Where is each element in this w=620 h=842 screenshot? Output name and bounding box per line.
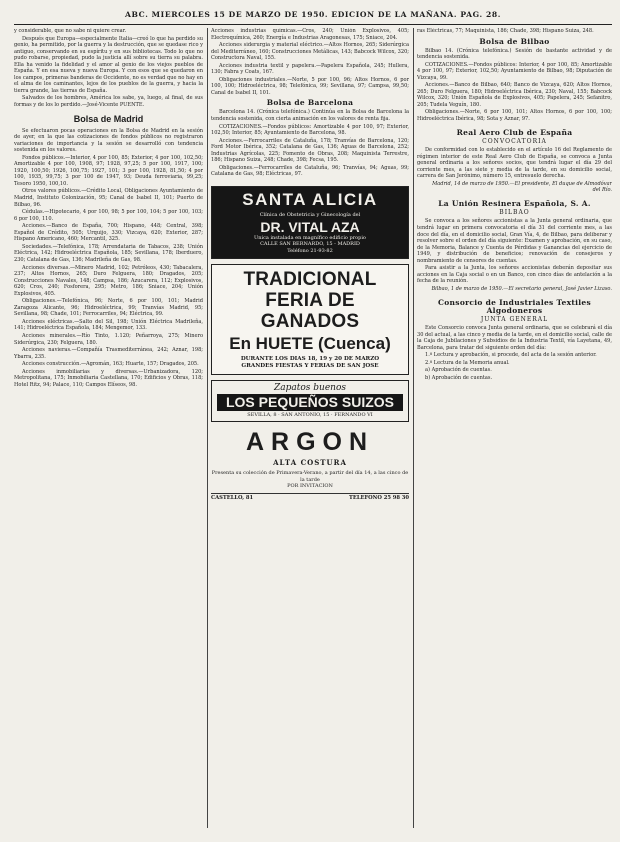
bolsa-paragraph: Obligaciones.—Norte, 6 por 100, 101; Altos Hornos, 6 por 100, 100; Hidroeléctrica Ibérica, 98; Sota y Aznar, 97.: [417, 109, 612, 123]
bolsa-paragraph: Acciones.—Ferrocarriles de Cataluña, 178; Tranvías de Barcelona, 120; Ford Motor Ibérica, 352; Catalana de Gas, 136; Aguas de Barcelona, 252; Industrias Agrícolas, 225; Fomento de Obras, 208; Maquinista Terrestre, 186; Hispano Suiza, 248; Chade, 398; Fecsa, 195.: [211, 137, 409, 164]
ad-doctor: DR. VITAL AZA: [260, 218, 360, 235]
market-paragraph: ras Eléctricas, 77; Maquinista, 186; Chade, 398; Hispano Suiza, 248.: [417, 28, 594, 34]
consorcio-heading: Consorcio de Industriales Textiles Algodoneros: [437, 297, 592, 315]
ad-line: Presenta su colección de Primavera-Verano, a partir del día 14, a las cinco de la tarde: [211, 470, 409, 483]
notice-paragraph: Este Consorcio convoca Junta general ordinaria, que se celebrará el día 30 del actual, a las cinco y media de la tarde, en el domicilio social, calle de la Caja de Jubilaciones y Subsidios de la Industria Textil, vía Layetana, 49, Barcelona, para tratar del siguiente orden del día:: [417, 325, 612, 351]
bolsa-paragraph: Fondos públicos.—Interior, 4 por 100, 85; Exterior, 4 por 100, 102,50; Amortizable 4 por 100, 1908, 97; 1928, 97,25; 5 por 100, 1917, 100; 1920, 100,50; 1926, 100,75; 1927, 101; 3 por 100, 1928, 81,50; 4 por 100, 1935, 99,75; 3 por 100 de 1947, 93; Deuda ferroviaria, 99,25; Tesoro 1950, 100,10.: [14, 154, 203, 187]
page-header: ABC. MIERCOLES 15 DE MARZO DE 1950. EDICION DE LA MAÑANA. PAG. 28.: [14, 6, 612, 25]
market-paragraph: Obligaciones industriales.—Norte, 5 por 100, 96; Altos Hornos, 6 por 100, 100; Hidroeléctrica, 98; Telefónica, 99; Sevillana, 97; Campsa, 99,50; Canal de Isabel II, 101.: [211, 76, 409, 96]
bolsa-paragraph: Cédulas.—Hipotecario, 4 por 100, 98; 5 por 100, 104; 5 por 100, 103; 6 por 100, 110.: [14, 209, 203, 222]
article-paragraph: y considerable, que no sabe ni quiere crear.: [14, 28, 127, 34]
aero-club-subheading: CONVOCATORIA: [482, 137, 547, 145]
market-paragraph: Acciones industrias químicas.—Cros, 240; Unión Explosivos, 405; Electroquímica, 260; Energía e Industrias Aragonesas, 175; Sniace, 204.: [211, 28, 409, 41]
bolsa-barcelona-heading: Bolsa de Barcelona: [266, 98, 354, 108]
notice-paragraph: De conformidad con lo establecido en el artículo 16 del Reglamento de régimen interior de este Real Aero Club de España, se convoca a Junta general ordinaria a los señores socios, que tendrá lugar el día 29 del corriente mes, a las siete y media de la tarde, en su domicilio social, carrera de San Jerónimo, número 15, entresuelo derecha.: [417, 147, 612, 180]
column-1: [14, 28, 203, 828]
bolsa-paragraph: Otros valores públicos.—Crédito Local, Obligaciones Ayuntamiento de Madrid, Instituto Colonización, 95; Canal de Isabel II, 101; Puerto de Bilbao, 96.: [14, 188, 203, 208]
notice-paragraph: a) Aprobación de cuentas.: [425, 367, 492, 374]
ad-brand: LOS PEQUEÑOS SUIZOS: [217, 394, 403, 411]
ad-tagline: Zapatos buenos: [274, 383, 346, 394]
column-3: [417, 28, 612, 828]
notice-signature: Madrid, 14 de marzo de 1950.—El presidente, El duque de Almodóvar del Río.: [432, 180, 612, 194]
column-2: [211, 28, 409, 828]
market-paragraph: Acciones industria textil y papelera.—Papelera Española, 245; Hullera, 130; Fabra y Coats, 167.: [211, 62, 409, 76]
ad-phone: TELEFONO 25 98 30: [349, 494, 409, 501]
ad-line: POR INVITACION: [287, 483, 333, 490]
bolsa-paragraph: Barcelona 14. (Crónica telefónica.) Continúa en la Bolsa de Barcelona la tendencia sostenida, con cierta animación en los valores de renta fija.: [211, 109, 409, 123]
ad-title: SANTA ALICIA: [242, 189, 378, 209]
notice-paragraph: 2.º Lectura de la Memoria anual.: [425, 359, 510, 366]
ad-subtitle: ALTA COSTURA: [273, 458, 347, 468]
bolsa-paragraph: Se efectuaron pocas operaciones en la Bolsa de Madrid en la sesión de ayer, en la que las cotizaciones de fondos públicos no registraron variaciones de importancia y la sesión se desarrolló con tendencia sostenida en los valores.: [14, 127, 203, 154]
bolsa-paragraph: Acciones.—Banco de Bilbao, 640; Banco de Vizcaya, 620; Altos Hornos, 265; Duro Felguera, 180; Hidroeléctrica Ibérica, 230; Naval, 155; Babcock Wilcox, 320; Unión Española de Explosivos, 405; Papelera, 245; Sefanitro, 205; Tudela Veguín, 180.: [417, 82, 612, 108]
bolsa-paragraph: Acciones inmobiliarias y diversas.—Urbanizadora, 120; Metropolitana, 175; Inmobiliaria Castellana, 170; Edificios y Obras, 118; Hotel Ritz, 94; Palace, 110; Campos Elíseos, 98.: [14, 368, 203, 388]
bolsa-paragraph: Obligaciones.—Telefónica, 96; Norte, 6 por 100, 101; Madrid Zaragoza Alicante, 96; Hidroeléctrica, 99; Tranvías Madrid, 95; Sevillana, 98; Chade, 101; Ferrocarriles, 94; Eléctrica, 99.: [14, 298, 203, 318]
bolsa-paragraph: Acciones navieras.—Compañía Trasmediterránea, 242; Aznar, 198; Ybarra, 235.: [14, 347, 203, 360]
union-resinera-heading: La Unión Resinera Española, S. A.: [438, 198, 591, 208]
notice-signature: Bilbao, 1 de marzo de 1950.—El secretario general, José Javier Lizaso.: [431, 285, 612, 292]
ad-footer: [211, 493, 409, 502]
union-resinera-subheading: BILBAO: [499, 208, 530, 216]
newspaper-page: [14, 6, 612, 836]
bolsa-paragraph: Sociedades.—Telefónica, 178; Arrendataria de Tabacos, 238; Unión Eléctrica, 142; Hidroeléctrica Española, 185; Sevillana, 178; Iberduero, 230; Catalana de Gas, 136; Madrileña de Gas, 98.: [14, 243, 203, 263]
notice-paragraph: b) Aprobación de cuentas.: [425, 374, 493, 381]
article-paragraph: Después que Europa—especialmente Italia—creó lo que ha perdido su genio, ha permitido, por la guerra y la destrucción, que se quedase rico y antiguo, conservando en su espíritu y en sus bibliotecas. Todo lo que no pudo robarse, propiedad, pudo la justicia allí sobre su tierra su palabra. Ella ha venido la fidelidad y el amor al genio de los viejos pueblos de España. Y en esa nueva y nueva Europa. Y con esos que se quedaron en los campos, primeras banderas de Occidente, no es verdad que no hay en el alma de los caminantes, lejos de los pueblos de la guerra, y hacia la tierra grande, las tierras de España.: [14, 35, 203, 94]
pequenos-suizos-ad: [211, 380, 409, 422]
bolsa-paragraph: Acciones eléctricas.—Salto del Sil, 198; Unión Eléctrica Madrileña, 141; Hidroeléctrica Española, 184; Mengemor, 133.: [14, 318, 203, 332]
column-rule: [207, 28, 208, 828]
ad-place: En HUETE (Cuenca): [229, 334, 391, 354]
bolsa-paragraph: COTIZACIONES.—Fondos públicos: Interior, 4 por 100, 85; Amortizable 4 por 100, 97; Exterior, 102,50; Ayuntamiento de Bilbao, 98; Diputación de Vizcaya, 99.: [417, 61, 612, 81]
article-paragraph: Salvados de los hombres, América los sabe, ya, luego, al final, de sus formas y de los lo perdido.—José-Vicente PUENTE.: [14, 95, 203, 109]
bolsa-paragraph: Bilbao 14. (Crónica telefónica.) Sesión de bastante actividad y de tendencia sostenida.: [417, 47, 612, 61]
bolsa-paragraph: COTIZACIONES.—Fondos públicos: Amortizable 4 por 100, 97; Exterior, 102,50; Interior, 85; Ayuntamiento de Barcelona, 98.: [211, 123, 409, 137]
aero-club-heading: Real Aero Club de España: [456, 127, 573, 137]
bolsa-paragraph: Acciones minerales.—Río Tinto, 1.120; Peñarroya, 275; Minero Siderúrgica, 230; Felguera, 180.: [14, 332, 203, 346]
ad-subtitle: Clínica de Obstetricia y Ginecología del: [259, 211, 361, 218]
bolsa-paragraph: Acciones construcción.—Agromán, 163; Huarte, 157; Dragados, 205.: [22, 361, 199, 368]
notice-paragraph: 1.º Lectura y aprobación, si procede, del acta de la sesión anterior.: [425, 352, 597, 359]
santa-alicia-ad: [211, 186, 409, 260]
ad-line: GRANDES FIESTAS Y FERIAS DE SAN JOSE: [241, 363, 379, 370]
ad-line: DURANTE LOS DIAS 18, 19 y 20 DE MARZO: [240, 356, 380, 363]
bolsa-paragraph: Acciones.—Banco de España, 700; Hispano, 448; Central, 398; Español de Crédito, 505; Urquijo, 330; Vizcaya, 620; Exterior, 287; Hispano Americano, 460; Mercantil, 325.: [14, 223, 203, 243]
bolsa-paragraph: Obligaciones.—Ferrocarriles de Cataluña, 96; Tranvías, 94; Aguas, 99; Catalana de Gas, 98; Eléctricas, 97.: [211, 164, 409, 178]
ad-line: Unica instalada en magnífico edificio propio: [254, 234, 366, 241]
bolsa-bilbao-heading: Bolsa de Bilbao: [479, 36, 550, 46]
column-rule: [413, 28, 414, 828]
ad-line: Teléfono 21-93-82: [287, 247, 333, 254]
ad-address: CASTELLO, 81: [211, 494, 254, 501]
bolsa-paragraph: Acciones diversas.—Minero Madrid, 102; Petróleos, 430; Tabacalera, 237; Altos Hornos, 265; Duro Felguera, 180; Dragados, 205; Construcciones Navales, 148; Campsa, 186; Azucarera, 112; Explosivos, 620; Cros, 240; Fosforera, 295; Metro, 186; Sniace, 204; Unión Explosivos, 405.: [14, 264, 203, 297]
notice-paragraph: Para asistir a la Junta, los señores accionistas deberán depositar sus acciones en la Caja social o en un Banco, con cinco días de antelación a la fecha de la reunión.: [417, 265, 612, 285]
ad-title: TRADICIONAL FERIA DE GANADOS: [243, 269, 377, 333]
market-paragraph: Acciones siderurgia y material eléctrico.—Altos Hornos, 265; Siderúrgica del Mediterráneo, 160; Construcciones Metálicas, 143; Babcock Wilcox, 320; Constructora Naval, 155.: [211, 42, 409, 62]
argon-ad: [211, 428, 409, 502]
ad-brand: ARGON: [245, 428, 375, 457]
ad-address: SEVILLA, 8 · SAN ANTONIO, 15 · FERNANDO VI: [247, 412, 373, 419]
consorcio-subheading: JUNTA GENERAL: [480, 315, 549, 323]
ad-line: CALLE SAN BERNARDO, 15 - MADRID: [260, 241, 360, 248]
feria-ganados-ad: [211, 264, 409, 375]
notice-paragraph: Se convoca a los señores accionistas a la Junta general ordinaria, que tendrá lugar en primera convocatoria el día 31 del corriente mes, a las doce del día, en el domicilio social, Gran Vía, 4, de Bilbao, para deliberar y resolver sobre el orden del día siguiente: Examen y aprobación, en su caso, de la Memoria, Balance y Cuenta de Pérdidas y Ganancias del ejercicio de 1949, y distribución de beneficios; renovación de consejeros y nombramiento de censores de cuentas.: [417, 218, 612, 264]
bolsa-madrid-heading: Bolsa de Madrid: [73, 113, 144, 124]
